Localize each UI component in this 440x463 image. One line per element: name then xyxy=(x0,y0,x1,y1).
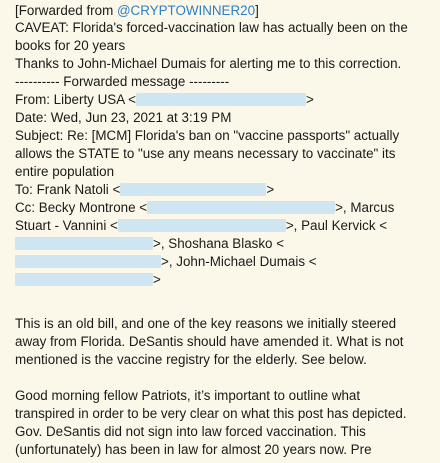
forwarded-from-line xyxy=(15,2,259,19)
from-line xyxy=(15,91,314,108)
redacted-email xyxy=(15,237,153,250)
cc-line-2-start: Stuart - Vannini < xyxy=(15,218,118,233)
from-end: > xyxy=(305,92,314,107)
redacted-email xyxy=(118,219,286,232)
cc-line-1 xyxy=(15,199,394,216)
forwarded-suffix: ] xyxy=(255,3,259,18)
to-line xyxy=(15,181,274,198)
forwarded-handle-link[interactable]: @CRYPTOWINNER20 xyxy=(116,3,256,18)
body-para2-line-3: Gov. DeSantis did not sign into law forced vaccination. This xyxy=(15,424,366,439)
cc-end: > xyxy=(153,272,161,287)
redacted-email xyxy=(15,255,161,268)
redacted-email xyxy=(120,183,266,196)
redacted-email xyxy=(147,201,335,214)
redacted-email xyxy=(15,273,153,286)
body-para2-line-4: (unfortunately) has been in law for almost 20 years now. Pre xyxy=(15,442,372,457)
redacted-email xyxy=(136,93,306,106)
cc-line-4 xyxy=(15,253,317,270)
forward-separator: ---------- Forwarded message --------- xyxy=(15,74,230,89)
to-label: To: Frank Natoli < xyxy=(15,182,121,197)
cc-line-5 xyxy=(15,271,161,288)
from-label: From: Liberty USA < xyxy=(15,92,136,107)
caveat-line-1: CAVEAT: Florida's forced-vaccination law has actually been on the xyxy=(15,20,408,35)
cc-label: Cc: Becky Montrone < xyxy=(15,200,148,215)
body-para1-line-2: away from Florida. DeSantis should have amended it. What is not xyxy=(15,334,404,349)
date-line: Date: Wed, Jun 23, 2021 at 3:19 PM xyxy=(15,110,232,125)
cc-after-4: >, John-Michael Dumais < xyxy=(161,254,317,269)
forwarded-prefix: [Forwarded from xyxy=(15,3,117,18)
body-para1-line-1: This is an old bill, and one of the key reasons we initially steered xyxy=(15,316,397,331)
subject-line-2: allows the STATE to "use any means necessary to vaccinate" its xyxy=(15,146,396,161)
subject-line-1: Subject: Re: [MCM] Florida's ban on "vaccine passports" actually xyxy=(15,128,400,143)
body-para2-line-1: Good morning fellow Patriots, it’s important to outline what xyxy=(15,388,361,403)
subject-line-3: entire population xyxy=(15,164,115,179)
caveat-line-3: Thanks to John-Michael Dumais for alerting me to this correction. xyxy=(15,56,402,71)
caveat-line-2: books for 20 years xyxy=(15,38,126,53)
cc-line-3 xyxy=(15,235,284,252)
cc-after-1: >, Marcus xyxy=(335,200,395,215)
cc-line-2 xyxy=(15,217,387,234)
body-para1-line-3: mentioned is the vaccine registry for the elderly. See below. xyxy=(15,352,367,367)
body-para2-line-2: transpired in order to be very clear on what this post has depicted. xyxy=(15,406,407,421)
cc-after-2: >, Paul Kervick < xyxy=(285,218,388,233)
to-end: > xyxy=(266,182,275,197)
cc-after-3: >, Shoshana Blasko < xyxy=(153,236,285,251)
